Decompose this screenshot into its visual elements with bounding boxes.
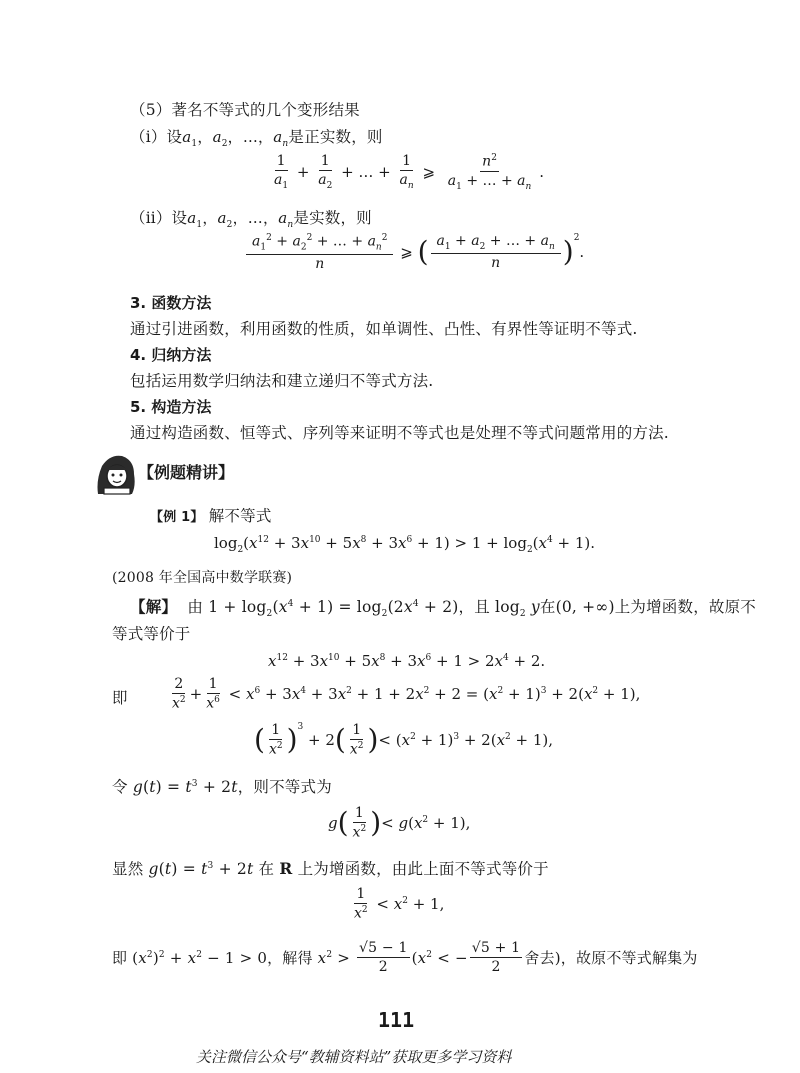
function-definition-line: 令 $g(t) = t^3 + 2t$，则不等式为 [112,778,332,796]
condition-line-ii: （ⅱ）设$a_1$，$a_2$，…，$a_n$是实数，则 [130,209,372,230]
g-inequality: g ( $\frac{1}{x^2}$ ) < $g(x^2 + 1)$, [328,805,471,841]
problem-source: (2008 年全国高中数学联赛) [112,570,293,586]
section-5-text: 通过构造函数、恒等式、序列等来证明不等式也是处理不等式问题常用的方法. [130,424,669,442]
footer-note: 关注微信公众号“教辅资料站”获取更多学习资料 [196,1048,512,1066]
subsection-title: （5）著名不等式的几个变形结果 [130,101,360,119]
solution-line-1: 【解】 由 $1 + \log_2(x^4 + 1) = \log_2(2x^4 + 2)$，且 $\log_2 y$在(0, +∞)上为增函数，故原不 [130,598,757,620]
section-5-heading: 5. 构造方法 [130,398,212,416]
equivalent-inequality: $x^{12} + 3x^{10} + 5x^8 + 3x^6 + 1 > 2x^4 + 2$. [268,652,546,670]
formula-i: $\frac{1}{a_1}$ + $\frac{1}{a_2}$ + … + $\frac{1}{a_n}$ ⩾ $\frac{n^2}{a_1 + \dots + a_n}$ . [274,153,545,192]
monotonic-statement: 显然 $g(t) = t^3 + 2t$ 在 R 上为增函数，由此上面不等式等价于 [112,859,549,878]
example-1-statement: 【例 1】 解不等式 [150,507,272,525]
ji-label: 即 [112,689,128,707]
solution-line-2: 等式等价于 [112,625,191,643]
section-3-text: 通过引进函数，利用函数的性质，如单调性、凸性、有界性等证明不等式. [130,320,638,338]
example-1-inequality: $\log_2(x^{12} + 3x^{10} + 5x^8 + 3x^6 + 1) > 1 + \log_2(x^4 + 1)$. [214,534,596,555]
example-banner-title: 【例题精讲】 [138,463,235,482]
formula-ii: $\frac{a_1^2 + a_2^2 + \dots + a_n^2}{n}$ ⩾ ( $\frac{a_1 + a_2 + \dots + a_n}{n}$ ) $^2$ . [244,233,584,272]
simplified-inequality: $\frac{1}{x^2}$ < $x^2 + 1$, [354,886,445,922]
page-number: 111 [378,1008,415,1032]
condition-line-i: （ⅰ）设$a_1$，$a_2$，…，$a_n$是正实数，则 [130,128,383,149]
solution-final-line: 即 $(x^2)^2 + x^2 - 1 > 0$ ，解得 $x^2$ > $\frac{√5 - 1}{2}$ ($x^2$ < − $\frac{√5 + 1}{2}$ 舍去)，故原不等式解集为 [112,940,698,976]
student-cartoon-icon [92,452,140,498]
derived-inequality-1: $\frac{2}{x^2}$ + $\frac{1}{x^6}$ < $x^6 + 3x^4 + 3x^2 + 1 + 2x^2 + 2 = (x^2 + 1)^3 + 2(x^2 + 1)$, [172,676,641,712]
section-4-text: 包括运用数学归纳法和建立递归不等式方法. [130,372,434,390]
derived-inequality-2: ( $\frac{1}{x^2}$ ) $^3$ + 2 ( $\frac{1}{x^2}$ ) < $(x^2 + 1)^3 + 2(x^2 + 1)$, [254,722,554,758]
section-4-heading: 4. 归纳方法 [130,346,212,364]
section-3-heading: 3. 函数方法 [130,294,212,312]
